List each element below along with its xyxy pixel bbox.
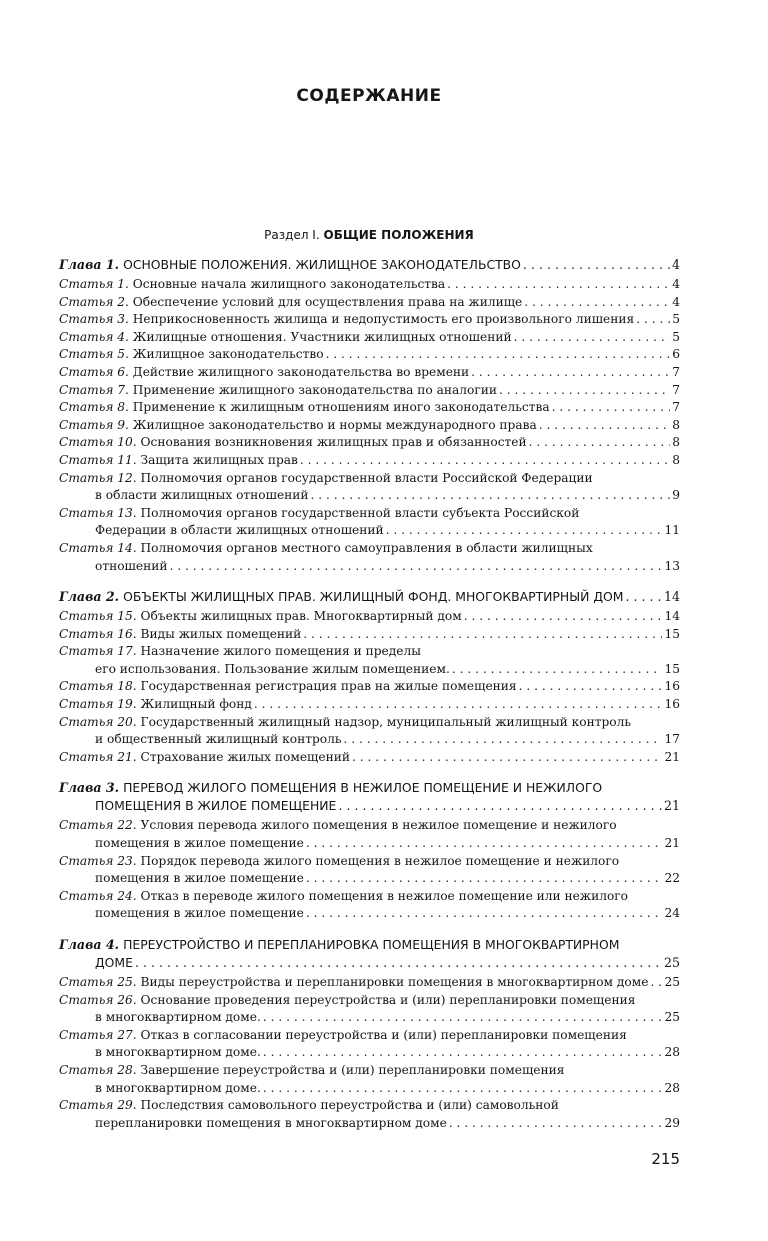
- page-ref: 14: [663, 589, 680, 605]
- table-of-contents: [59, 256, 680, 1132]
- dot-leader: [326, 346, 671, 364]
- entry-text: [59, 382, 497, 400]
- entry-text: [59, 1062, 564, 1080]
- article-label: Статья 18.: [59, 679, 137, 694]
- article-label: Статья 4.: [59, 329, 129, 344]
- toc-entry: [59, 608, 680, 626]
- page-ref: 15: [664, 661, 680, 676]
- entry-text: [59, 992, 635, 1010]
- page-ref: 7: [672, 382, 680, 397]
- toc-line: [59, 311, 680, 329]
- entry-text: [95, 1115, 447, 1133]
- article-title: Завершение переустройства и (или) перепланировки помещения: [140, 1062, 565, 1077]
- section-heading: [0, 228, 738, 242]
- chapter-label: Глава 2.: [59, 589, 120, 605]
- toc-line: [59, 256, 680, 274]
- toc-entry: [59, 1062, 680, 1097]
- toc-entry: [59, 311, 680, 329]
- toc-line: [59, 329, 680, 347]
- page-ref: 7: [672, 400, 680, 415]
- article-title: Отказ в переводе жилого помещения в нежилое помещение или нежилого: [140, 888, 629, 903]
- page-ref: 21: [664, 749, 680, 764]
- entry-text: [95, 797, 336, 815]
- article-label: Статья 29.: [59, 1098, 137, 1113]
- toc-entry: [59, 417, 680, 435]
- dot-leader: [386, 522, 663, 540]
- chapter-heading: [59, 936, 680, 972]
- toc-entry: [59, 714, 680, 749]
- toc-line: [59, 434, 680, 452]
- article-title: Жилищное законодательство и нормы международного права: [132, 417, 537, 432]
- article-label: Статья 17.: [59, 644, 137, 659]
- page-ref: 21: [663, 798, 680, 814]
- entry-text: [95, 661, 450, 679]
- toc-line: [59, 678, 680, 696]
- toc-line: [59, 608, 680, 626]
- page-ref: 8: [672, 417, 680, 432]
- page-ref: 28: [664, 1080, 680, 1095]
- article-title: Государственный жилищный надзор, муниципальный жилищный контроль: [140, 714, 632, 729]
- entry-text: [95, 1009, 261, 1027]
- toc-entry: [59, 643, 680, 678]
- entry-text: [59, 714, 631, 732]
- article-title: Применение к жилищным отношениям иного законодательства: [132, 400, 550, 415]
- article-title: в многоквартирном доме.: [95, 1080, 261, 1095]
- toc-line: [59, 888, 680, 906]
- article-title: в многоквартирном доме.: [95, 1045, 261, 1060]
- toc-line: [59, 382, 680, 400]
- article-title: Основные начала жилищного законодательства: [132, 277, 446, 291]
- page-ref: 6: [672, 347, 680, 362]
- toc-line: [59, 974, 680, 992]
- article-title: Жилищные отношения. Участники жилищных отношений: [132, 329, 512, 344]
- page-ref: 16: [664, 679, 680, 694]
- article-label: Статья 8.: [59, 400, 129, 415]
- page-ref: 4: [672, 294, 680, 309]
- toc-entry: [59, 540, 680, 575]
- entry-text: [95, 905, 304, 923]
- toc-entry: [59, 382, 680, 400]
- article-label: Статья 25.: [59, 975, 137, 989]
- entry-text: [59, 853, 619, 871]
- dot-leader: [523, 256, 670, 274]
- dot-leader: [254, 696, 663, 714]
- article-label: Статья 7.: [59, 382, 129, 397]
- dot-leader: [529, 434, 671, 452]
- article-label: Статья 1.: [59, 277, 129, 291]
- toc-entry: [59, 888, 680, 923]
- toc-line: [59, 954, 680, 972]
- page-ref: 17: [664, 732, 680, 747]
- entry-text: [59, 1097, 559, 1115]
- entry-text: [59, 540, 593, 558]
- article-title: в многоквартирном доме.: [95, 1010, 261, 1025]
- toc-line: [59, 696, 680, 714]
- article-label: Статья 11.: [59, 452, 137, 467]
- toc-line: [59, 276, 680, 294]
- article-title: Порядок перевода жилого помещения в нежилое помещение и нежилого: [140, 853, 620, 868]
- entry-text: [95, 835, 304, 853]
- dot-leader: [306, 835, 663, 853]
- page-ref: 4: [672, 277, 680, 291]
- page-ref: 5: [672, 329, 680, 344]
- dot-leader: [306, 870, 663, 888]
- toc-line: [59, 399, 680, 417]
- article-title: Жилищный фонд: [140, 697, 252, 712]
- toc-line: [59, 417, 680, 435]
- article-label: Статья 9.: [59, 417, 129, 432]
- article-label: Статья 5.: [59, 347, 129, 362]
- dot-leader: [263, 1044, 663, 1062]
- dot-leader: [519, 678, 663, 696]
- chapter-block: [59, 936, 680, 1132]
- chapter-label: Глава 4.: [59, 937, 120, 952]
- chapter-block: [59, 779, 680, 923]
- entry-text: [95, 487, 309, 505]
- toc-line: [59, 797, 680, 815]
- entry-text: [59, 817, 617, 835]
- article-label: Статья 3.: [59, 312, 129, 327]
- toc-entry: [59, 696, 680, 714]
- toc-entry: [59, 853, 680, 888]
- article-title: Применение жилищного законодательства по аналогии: [132, 382, 497, 397]
- toc-entry: [59, 678, 680, 696]
- toc-entry: [59, 434, 680, 452]
- entry-text: [59, 329, 512, 347]
- toc-entry: [59, 974, 680, 992]
- dot-leader: [464, 608, 663, 626]
- article-label: Статья 28.: [59, 1062, 137, 1077]
- article-title: Назначение жилого помещения и пределы: [140, 644, 421, 659]
- article-title: Виды жилых помещений: [140, 626, 302, 641]
- article-title: помещения в жилое помещение: [95, 871, 304, 886]
- article-label: Статья 13.: [59, 505, 137, 520]
- entry-text: [59, 294, 522, 312]
- toc-line: [59, 905, 680, 923]
- page-number: 215: [651, 1150, 680, 1168]
- toc-entry: [59, 294, 680, 312]
- dot-leader: [552, 399, 671, 417]
- toc-line: [59, 346, 680, 364]
- dot-leader: [311, 487, 671, 505]
- dot-leader: [447, 276, 670, 294]
- article-label: Статья 6.: [59, 364, 129, 379]
- toc-line: [59, 643, 680, 661]
- toc-line: [59, 817, 680, 835]
- article-title: Отказ в согласовании переустройства и (или) перепланировки помещения: [140, 1027, 627, 1042]
- dot-leader: [338, 797, 662, 815]
- toc-line: [59, 626, 680, 644]
- entry-text: [59, 470, 593, 488]
- toc-line: [59, 505, 680, 523]
- toc-line: [59, 470, 680, 488]
- chapter-title: ПОМЕЩЕНИЯ В ЖИЛОЕ ПОМЕЩЕНИЕ: [95, 798, 337, 814]
- article-title: помещения в жилое помещение: [95, 906, 304, 921]
- dot-leader: [306, 905, 663, 923]
- dot-leader: [539, 417, 671, 435]
- page-ref: 8: [672, 435, 680, 450]
- dot-leader: [625, 588, 661, 606]
- chapter-title: ОСНОВНЫЕ ПОЛОЖЕНИЯ. ЖИЛИЩНОЕ ЗАКОНОДАТЕЛЬСТВО: [123, 257, 521, 272]
- article-title: Полномочия органов местного самоуправления в области жилищных: [140, 540, 593, 555]
- page-ref: 7: [672, 364, 680, 379]
- page-ref: 25: [664, 975, 680, 989]
- entry-text: [59, 1027, 627, 1045]
- toc-entry: [59, 470, 680, 505]
- toc-entry: [59, 399, 680, 417]
- article-label: Статья 27.: [59, 1027, 137, 1042]
- entry-text: [95, 731, 342, 749]
- toc-entry: [59, 626, 680, 644]
- dot-leader: [514, 329, 671, 347]
- article-title: Действие жилищного законодательства во времени: [132, 364, 470, 379]
- toc-line: [59, 294, 680, 312]
- toc-line: [59, 714, 680, 732]
- entry-text: [95, 870, 304, 888]
- page-ref: 9: [672, 488, 680, 503]
- chapter-heading: [59, 256, 680, 274]
- chapter-block: [59, 256, 680, 575]
- article-title: отношений: [95, 558, 168, 573]
- chapter-title: ДОМЕ: [95, 955, 133, 970]
- entry-text: [59, 311, 634, 329]
- toc-line: [59, 522, 680, 540]
- toc-line: [59, 835, 680, 853]
- article-title: в области жилищных отношений: [95, 488, 309, 503]
- dot-leader: [263, 1080, 663, 1098]
- article-label: Статья 20.: [59, 714, 137, 729]
- toc-line: [59, 1027, 680, 1045]
- entry-text: [95, 954, 133, 972]
- dot-leader: [263, 1009, 663, 1027]
- page-ref: 25: [664, 1010, 680, 1025]
- dot-leader: [524, 294, 670, 312]
- article-title: Основание проведения переустройства и (или) перепланировки помещения: [140, 992, 636, 1007]
- article-title: его использования. Пользование жилым помещением.: [95, 661, 450, 676]
- dot-leader: [452, 661, 663, 679]
- entry-text: [59, 256, 521, 274]
- toc-line: [59, 1062, 680, 1080]
- article-title: Федерации в области жилищных отношений: [95, 523, 384, 538]
- toc-entry: [59, 817, 680, 852]
- entry-text: [59, 417, 537, 435]
- entry-text: [59, 696, 252, 714]
- chapter-title: ПЕРЕВОД ЖИЛОГО ПОМЕЩЕНИЯ В НЕЖИЛОЕ ПОМЕЩЕНИЕ И НЕЖИЛОГО: [123, 780, 603, 796]
- toc-line: [59, 992, 680, 1010]
- dot-leader: [650, 974, 662, 992]
- toc-entry: [59, 505, 680, 540]
- toc-line: [59, 1044, 680, 1062]
- toc-entry: [59, 452, 680, 470]
- entry-text: [95, 1080, 261, 1098]
- toc-line: [59, 731, 680, 749]
- toc-line: [59, 870, 680, 888]
- article-label: Статья 24.: [59, 888, 137, 903]
- dot-leader: [499, 382, 670, 400]
- page-ref: 28: [664, 1045, 680, 1060]
- toc-line: [59, 1009, 680, 1027]
- article-title: Полномочия органов государственной власти Российской Федерации: [140, 470, 593, 485]
- section-title: ОБЩИЕ ПОЛОЖЕНИЯ: [323, 228, 474, 242]
- dot-leader: [135, 954, 662, 972]
- entry-text: [95, 1044, 261, 1062]
- toc-line: [59, 936, 680, 954]
- toc-line: [59, 540, 680, 558]
- article-label: Статья 19.: [59, 697, 137, 712]
- page-ref: 8: [672, 452, 680, 467]
- page-ref: 22: [664, 871, 680, 886]
- article-label: Статья 15.: [59, 609, 137, 624]
- chapter-title: ОБЪЕКТЫ ЖИЛИЩНЫХ ПРАВ. ЖИЛИЩНЫЙ ФОНД. МНОГОКВАРТИРНЫЙ ДОМ: [123, 589, 624, 605]
- article-title: помещения в жилое помещение: [95, 836, 304, 851]
- article-label: Статья 12.: [59, 470, 137, 485]
- article-label: Статья 16.: [59, 626, 137, 641]
- chapter-heading: [59, 779, 680, 815]
- article-title: Полномочия органов государственной власти субъекта Российской: [140, 505, 580, 520]
- entry-text: [59, 779, 602, 797]
- toc-entry: [59, 364, 680, 382]
- entry-text: [59, 974, 648, 992]
- section-label: Раздел I.: [264, 228, 320, 242]
- article-title: и общественный жилищный контроль: [95, 732, 342, 747]
- article-label: Статья 23.: [59, 853, 137, 868]
- toc-line: [59, 779, 680, 797]
- page-ref: 21: [664, 836, 680, 851]
- entry-text: [59, 452, 298, 470]
- toc-line: [59, 749, 680, 767]
- dot-leader: [303, 626, 662, 644]
- entry-text: [59, 888, 628, 906]
- dot-leader: [169, 558, 662, 576]
- toc-line: [59, 364, 680, 382]
- page-ref: 13: [664, 558, 680, 573]
- article-title: Жилищное законодательство: [132, 347, 324, 362]
- article-title: Неприкосновенность жилища и недопустимость его произвольного лишения: [132, 312, 635, 327]
- article-title: Защита жилищных прав: [140, 452, 298, 467]
- entry-text: [59, 588, 623, 606]
- toc-entry: [59, 992, 680, 1027]
- toc-line: [59, 1080, 680, 1098]
- toc-entry: [59, 1097, 680, 1132]
- page-ref: 15: [664, 626, 680, 641]
- entry-text: [59, 643, 421, 661]
- toc-line: [59, 853, 680, 871]
- dot-leader: [344, 731, 663, 749]
- article-title: Основания возникновения жилищных прав и обязанностей: [140, 435, 527, 450]
- toc-entry: [59, 346, 680, 364]
- page-ref: 5: [672, 312, 680, 327]
- entry-text: [59, 608, 462, 626]
- chapter-label: Глава 1.: [59, 257, 120, 272]
- article-title: Государственная регистрация прав на жилые помещения: [140, 679, 517, 694]
- article-title: Объекты жилищных прав. Многоквартирный дом: [140, 609, 462, 624]
- article-title: Обеспечение условий для осуществления права на жилище: [132, 294, 523, 309]
- page-ref: 11: [664, 523, 680, 538]
- toc-line: [59, 558, 680, 576]
- toc-line: [59, 487, 680, 505]
- toc-entry: [59, 749, 680, 767]
- toc-line: [59, 452, 680, 470]
- article-title: Страхование жилых помещений: [140, 749, 350, 764]
- entry-text: [59, 364, 469, 382]
- article-label: Статья 21.: [59, 749, 137, 764]
- article-label: Статья 22.: [59, 818, 137, 833]
- article-title: Условия перевода жилого помещения в нежилое помещение и нежилого: [140, 818, 617, 833]
- article-label: Статья 2.: [59, 294, 129, 309]
- entry-text: [95, 522, 384, 540]
- page-ref: 24: [664, 906, 680, 921]
- toc-line: [59, 1115, 680, 1133]
- dot-leader: [471, 364, 670, 382]
- article-title: Виды переустройства и перепланировки помещения в многоквартирном доме: [140, 975, 649, 989]
- article-label: Статья 14.: [59, 540, 137, 555]
- entry-text: [59, 626, 301, 644]
- article-title: Последствия самовольного переустройства и (или) самовольной: [140, 1098, 559, 1113]
- entry-text: [59, 399, 550, 417]
- article-label: Статья 10.: [59, 435, 137, 450]
- toc-entry: [59, 1027, 680, 1062]
- chapter-title: ПЕРЕУСТРОЙСТВО И ПЕРЕПЛАНИРОВКА ПОМЕЩЕНИЯ В МНОГОКВАРТИРНОМ: [123, 937, 620, 952]
- entry-text: [59, 936, 619, 954]
- chapter-block: [59, 588, 680, 766]
- page-ref: 4: [671, 257, 680, 272]
- entry-text: [59, 276, 445, 294]
- dot-leader: [449, 1115, 663, 1133]
- entry-text: [59, 434, 527, 452]
- article-title: перепланировки помещения в многоквартирном доме: [95, 1115, 447, 1130]
- article-label: Статья 26.: [59, 992, 137, 1007]
- page-ref: 14: [664, 609, 680, 624]
- entry-text: [59, 749, 350, 767]
- entry-text: [59, 346, 324, 364]
- page-ref: 25: [663, 955, 680, 970]
- dot-leader: [300, 452, 670, 470]
- chapter-heading: [59, 588, 680, 606]
- toc-line: [59, 661, 680, 679]
- page-title: СОДЕРЖАНИЕ: [296, 86, 442, 106]
- toc-line: [59, 588, 680, 606]
- dot-leader: [352, 749, 663, 767]
- chapter-label: Глава 3.: [59, 780, 120, 796]
- entry-text: [95, 558, 167, 576]
- toc-line: [59, 1097, 680, 1115]
- dot-leader: [636, 311, 670, 329]
- entry-text: [59, 678, 517, 696]
- page-ref: 16: [664, 697, 680, 712]
- entry-text: [59, 505, 579, 523]
- toc-entry: [59, 276, 680, 294]
- page-ref: 29: [664, 1115, 680, 1130]
- toc-entry: [59, 329, 680, 347]
